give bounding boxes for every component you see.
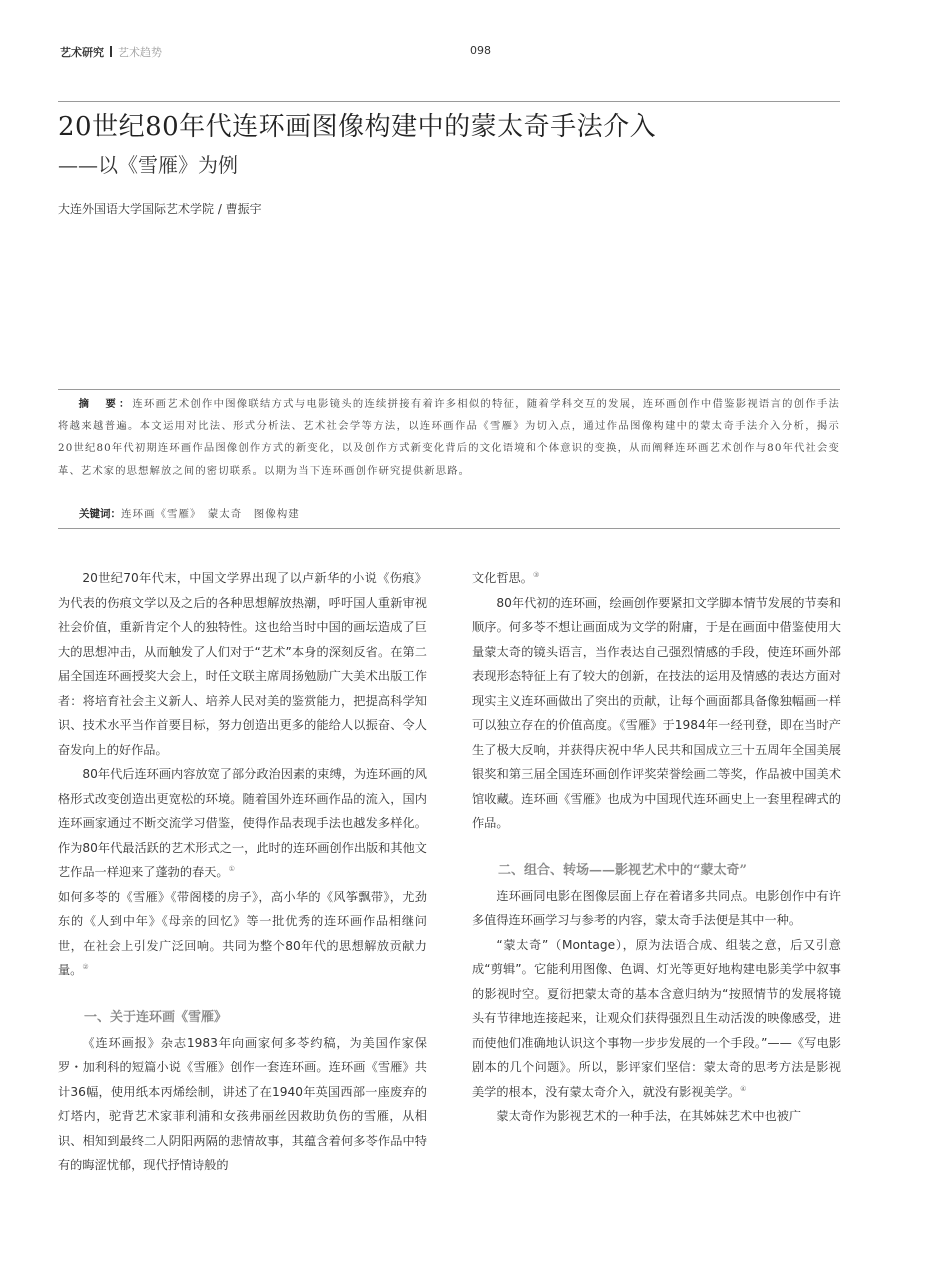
article-subtitle: ——以《雪雁》为例 [58,153,238,177]
body-column-right [472,566,841,1129]
keywords-label: 关键词： [79,508,121,520]
section-heading-1: 一、关于连环画《雪雁》 [84,1009,228,1025]
header-divider [110,46,112,57]
paragraph: 80年代初的连环画，绘画创作要紧扣文学脚本情节发展的节奏和顺序。何多苓不想让画面成为文学的附庸，于是在画面中借鉴使用大量蒙太奇的镜头语言，当作表达自己强烈情感的手段，使连环画外部表现形态特征上有了较大的创新，在技法的运用及情感的表达方面对现实主义连环画做出了突出的贡献，让每个画面都具备像独幅画一样可以独立存在的价值高度。《雪雁》于1984年一经刊登，即在当时产生了极大反响，并获得庆祝中华人民共和国成立三十五周年全国美展银奖和第三届全国连环画创作评奖荣誉绘画二等奖，作品被中国美术馆收藏。连环画《雪雁》也成为中国现代连环画史上一套里程碑式的作品。 [472,595,841,830]
footnote-ref[interactable]: ② [82,963,89,971]
header-rule [58,101,840,102]
paragraph: 连环画同电影在图像层面上存在着诸多共同点。电影创作中有许多值得连环画学习与参考的内容，蒙太奇手法便是其中一种。 [472,888,841,927]
footnote-ref[interactable]: ① [228,865,235,873]
author-line: 大连外国语大学国际艺术学院 / 曹振宇 [58,202,262,216]
paragraph: “蒙太奇”（Montage），原为法语合成、组装之意，后又引意成“剪辑”。它能利用图像、色调、灯光等更好地构建电影美学中叙事的影视时空。夏衍把蒙太奇的基本含意归纳为“按照情节的发展将镜头有节律地连接起来，让观众们获得强烈且生动活泼的映像感受，进而使他们准确地认识这个事物一步步发展的一个手段。”——《写电影剧本的几个问题》。所以，影评家们坚信：蒙太奇的思考方法是影视美学的根本，没有蒙太奇介入，就没有影视美学。④ [472,937,841,1099]
abstract [58,393,840,482]
abstract-text: 连环画艺术创作中图像联结方式与电影镜头的连续拼接有着许多相似的特征，随着学科交互的发展，连环画创作中借鉴影视语言的创作手法将越来越普遍。本文运用对比法、形式分析法、艺术社会学等方法，以连环画作品《雪雁》为切入点，通过作品图像构建中的蒙太奇手法介入分析，揭示20世纪80年代初期连环画作品图像创作方式的新变化，以及创作方式新变化背后的文化语境和个体意识的变换，从而阐释连环画艺术创作与80年代社会变革、艺术家的思想解放之间的密切联系。以期为当下连环画创作研究提供新思路。 [58,398,840,477]
keywords [58,504,840,524]
abstract-bottom-rule [58,528,840,529]
article-title: 20世纪80年代连环画图像构建中的蒙太奇手法介入 [58,112,657,142]
paragraph: 《连环画报》杂志1983年向画家何多苓约稿，为美国作家保罗・加利科的短篇小说《雪雁》创作一套连环画。连环画《雪雁》共计36幅，使用纸本丙烯绘制，讲述了在1940年英国西部一座废弃的灯塔内，驼背艺术家菲利浦和女孩弗丽丝因救助负伤的雪雁，从相识、相知到最终二人阴阳两隔的悲情故事，其蕴含着何多苓作品中特有的晦涩忧郁，现代抒情诗般的 [58,1035,427,1172]
paragraph: 20世纪70年代末，中国文学界出现了以卢新华的小说《伤痕》为代表的伤痕文学以及之后的各种思想解放热潮，呼吁国人重新审视社会价值，重新肯定个人的独特性。这也给当时中国的画坛造成了巨大的思想冲击，从而触发了人们对于“艺术”本身的深刻反省。在第二届全国连环画授奖大会上，时任文联主席周扬勉励广大美术出版工作者：将培育社会主义新人、培养人民对美的鉴赏能力，把提高科学知识、技术水平当作首要目标，努力创造出更多的能给人以振奋、令人奋发向上的好作品。 [58,571,427,757]
footnote-ref[interactable]: ④ [740,1084,747,1093]
body-column-left [58,566,427,1178]
paragraph: 蒙太奇作为影视艺术的一种手法，在其姊妹艺术中也被广 [496,1109,802,1123]
footnote-ref[interactable]: ③ [532,571,540,579]
abstract-label: 摘 要： [78,398,133,410]
header-subsection: 艺术趋势 [118,46,162,59]
page-number: 098 [470,44,491,57]
header-section: 艺术研究 [60,46,104,59]
paragraph: 80年代后连环画内容放宽了部分政治因素的束缚，为连环画的风格形式改变创造出更宽松的环境。随着国外连环画作品的流入，国内连环画家通过不断交流学习借鉴，使得作品表现手法也越发多样化。作为80年代最活跃的艺术形式之一，此时的连环画创作出版和其他文艺作品一样迎来了蓬勃的春天。① [58,767,427,879]
paragraph: 如何多苓的《雪雁》《带阁楼的房子》，高小华的《风筝飘带》，尤劲东的《人到中年》《母亲的回忆》等一批优秀的连环画作品相继问世，在社会上引发广泛回响。共同为整个80年代的思想解放贡献力量。② [58,889,427,977]
keywords-text: 连环画《雪雁》 蒙太奇 图像构建 [121,508,300,520]
running-header [60,44,840,60]
abstract-top-rule [58,389,840,390]
paragraph: 文化哲思。③ [472,571,540,585]
section-heading-2: 二、组合、转场——影视艺术中的“蒙太奇” [498,862,747,878]
